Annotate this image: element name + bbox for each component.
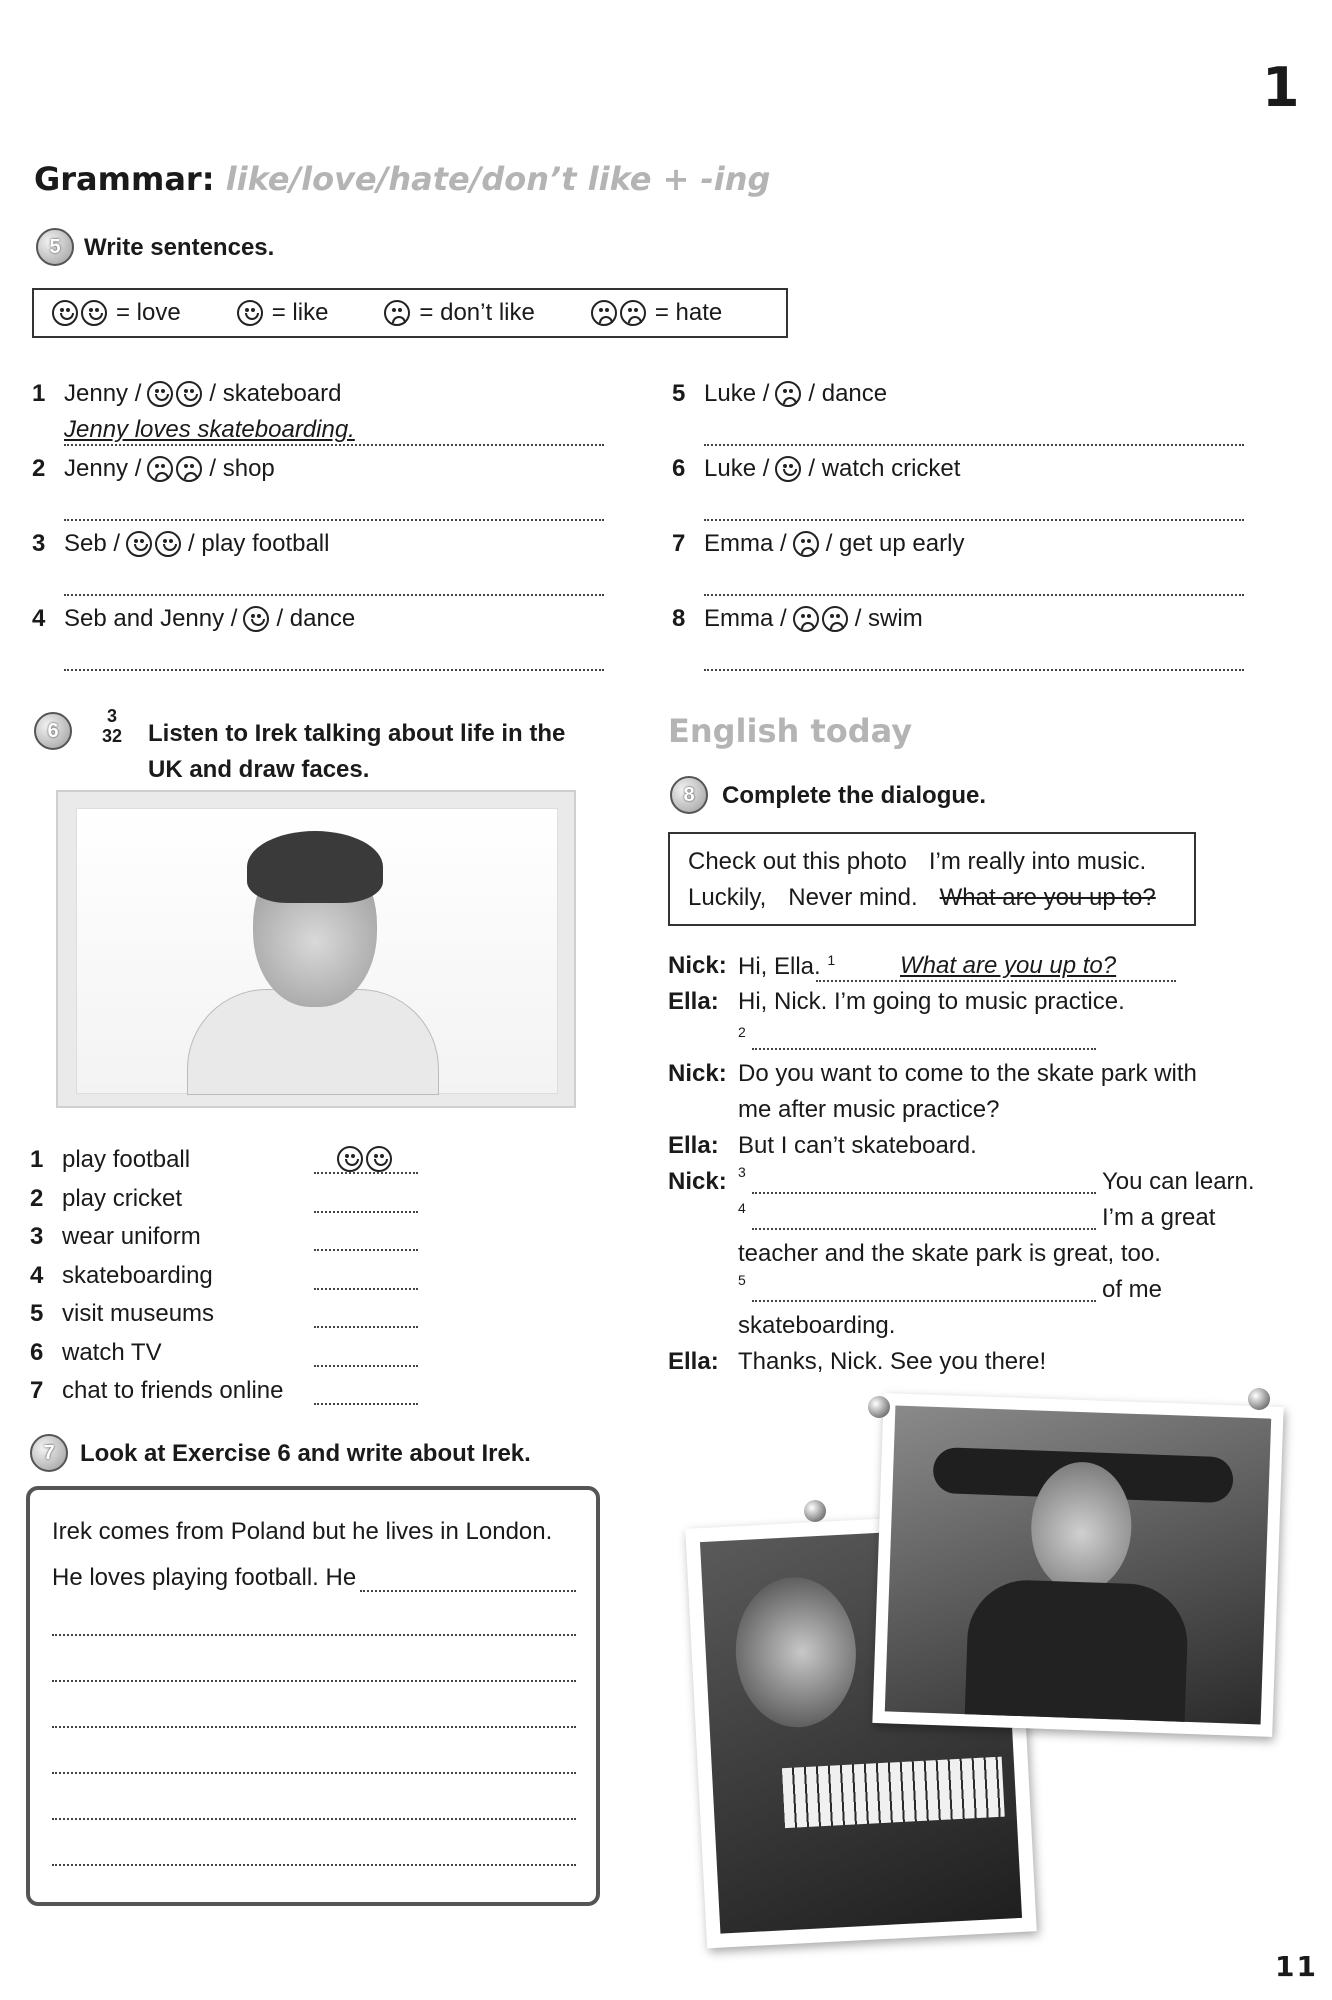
gap-4-after: I’m a great [1102,1204,1216,1231]
answer-line[interactable] [64,667,604,671]
sad-face-icon [793,531,819,557]
item-number: 3 [30,1223,44,1250]
face-answer-blank[interactable] [314,1329,418,1367]
exercise-5-item [672,530,964,558]
smiley-face-icon [52,300,78,326]
item-number: 4 [32,605,46,632]
exercise-8-instruction: Complete the dialogue. [722,782,987,809]
item-number: 6 [30,1338,44,1366]
irek-photo-inner [76,808,558,1094]
item-subject: Jenny / [64,455,142,482]
item-activity: play cricket [62,1184,183,1212]
word-never-mind: Never mind. [788,884,918,911]
item-activity: / dance [808,380,888,407]
smiley-face-icon [243,606,269,632]
faces-key [34,299,778,327]
irek-photo [56,790,576,1108]
exercise-6-instruction [148,716,565,788]
irek-writing-box [26,1486,600,1906]
writing-blank-line[interactable] [52,1678,576,1682]
smiley-face-icon [366,1146,392,1172]
writing-blank-line[interactable] [52,1816,576,1820]
sad-face-icon [176,456,202,482]
sad-face-icon [384,300,410,326]
exercise-6-badge: 6 [34,712,72,750]
exercise-5-item [32,455,275,483]
answer-line[interactable] [704,442,1244,446]
gap-5-after: of me [1102,1276,1163,1303]
answer-line[interactable] [704,592,1244,596]
grammar-title [34,160,770,198]
sad-face-icon [822,606,848,632]
gap-2-line[interactable] [752,1046,1096,1050]
key-item [591,299,722,327]
exercise-7-instruction: Look at Exercise 6 and write about Irek. [80,1440,531,1467]
face-answer-blank[interactable] [314,1175,418,1213]
answer-line[interactable] [704,517,1244,521]
key-item [52,299,181,327]
writing-blank-line[interactable] [52,1770,576,1774]
item-number: 6 [672,455,686,482]
sad-face-icon [793,606,819,632]
nick-line-2b: me after music practice? [738,1096,1000,1123]
nick-line-1 [738,952,835,981]
item-activity: chat to friends online [62,1377,284,1404]
sad-face-icon [775,381,801,407]
unit-number: 1 [1262,56,1300,119]
nick-line-1-text: Hi, Ella. [738,953,821,980]
item-number: 1 [32,380,46,407]
key-label: = don’t like [419,299,535,326]
item-activity: / shop [209,455,275,482]
audio-track-number: 32 [101,726,123,746]
speaker-ella-3: Ella: [668,1348,719,1375]
item-subject: Seb and Jenny / [64,605,238,632]
item-number: 7 [672,530,686,557]
audio-track-icon[interactable] [92,706,132,746]
face-answer-blank[interactable] [314,1213,418,1251]
english-today-title: English today [668,712,913,750]
smiley-face-icon [81,300,107,326]
dialogue-word-box [668,832,1196,926]
item-activity: / dance [276,605,356,632]
item-subject: Jenny / [64,380,142,407]
item-number: 7 [30,1377,44,1404]
page-number: 11 [1275,1950,1318,1983]
word-up-to: What are you up to? [939,884,1156,911]
item-activity: / play football [188,530,330,557]
exercise-5-item [32,380,341,408]
item-subject: Emma / [704,605,787,632]
exercise-7-badge: 7 [30,1434,68,1472]
pin-icon [804,1500,826,1522]
key-label: = love [116,299,181,326]
smiley-face-icon [337,1146,363,1172]
ella-figure [732,1574,860,1730]
item-subject: Luke / [704,455,770,482]
item-number: 5 [672,380,686,407]
nick-line-3e: skateboarding. [738,1312,896,1339]
key-item [384,299,534,327]
gap-2-number: 2 [738,1024,746,1040]
face-answer-blank[interactable] [314,1367,418,1405]
exercise-6-item [30,1262,213,1290]
exercise-6-instruction-line2: UK and draw faces. [148,756,370,783]
answer-line[interactable] [64,592,604,596]
word-into-music: I’m really into music. [928,848,1147,875]
item-number: 8 [672,605,686,632]
item-activity: skateboarding [62,1261,213,1289]
item-activity: play football [62,1146,191,1173]
pin-icon [1248,1388,1270,1410]
pin-icon [868,1396,890,1418]
nick-photo [872,1393,1283,1737]
gap-3-after: You can learn. [1102,1168,1255,1195]
speaker-nick-1: Nick: [668,952,727,979]
item-activity: / skateboard [209,380,342,407]
smiley-face-icon [237,300,263,326]
writing-line-2-blank[interactable] [360,1588,576,1592]
nick-line-2a: Do you want to come to the skate park with [738,1060,1197,1087]
item-number: 4 [30,1261,44,1289]
exercise-6-item [30,1377,283,1405]
item-subject: Luke / [704,380,770,407]
nick-line-3c: teacher and the skate park is great, too. [738,1240,1161,1267]
item-number: 3 [32,530,46,557]
writing-blank-line[interactable] [52,1724,576,1728]
writing-line-2: He loves playing football. He [52,1564,357,1591]
item-subject: Emma / [704,530,787,557]
face-answer-blank[interactable] [314,1252,418,1290]
key-label: = hate [654,299,723,326]
sad-face-icon [147,456,173,482]
item-number: 2 [32,455,46,482]
gap-1-answer: What are you up to? [900,952,1117,979]
answer-line[interactable] [704,667,1244,671]
writing-line-1: Irek comes from Poland but he lives in London. [52,1518,553,1545]
item-activity: visit museums [62,1300,215,1327]
gap-1-number: 1 [827,952,836,968]
ella-line-2: But I can’t skateboard. [738,1132,977,1159]
smiley-face-icon [147,381,173,407]
key-item [237,299,329,327]
item-subject: Seb / [64,530,121,557]
exercise-8-badge: 8 [670,776,708,814]
smiley-face-icon [176,381,202,407]
exercise-6-item [30,1146,190,1174]
face-answer-blank[interactable] [314,1290,418,1328]
smiley-face-icon [126,531,152,557]
item-number: 5 [30,1300,44,1327]
item-number: 2 [30,1184,44,1212]
exercise-5-badge: 5 [36,228,74,266]
audio-cd-number: 3 [106,706,117,726]
exercise-5-item [32,530,329,558]
item-activity: / get up early [825,530,965,557]
item-activity: / watch cricket [808,455,961,482]
exercise-5-item [672,380,887,408]
smiley-face-icon [155,531,181,557]
smiley-face-icon [775,456,801,482]
item-activity: / swim [854,605,923,632]
writing-blank-line[interactable] [52,1632,576,1636]
item-activity: wear uniform [62,1223,201,1250]
speaker-ella-2: Ella: [668,1132,719,1159]
exercise-6-item [30,1185,182,1213]
grammar-title-sub: like/love/hate/don’t like + -ing [225,160,771,198]
exercise-5-item [32,605,355,633]
gap-4-number: 4 [738,1200,746,1216]
gap-3-line[interactable] [752,1190,1096,1194]
exercise-6-item [30,1223,201,1251]
irek-hair [247,831,383,903]
faces-key-box [32,288,788,338]
speaker-nick-3: Nick: [668,1168,727,1195]
sad-face-icon [620,300,646,326]
sad-face-icon [591,300,617,326]
written-answer: Jenny loves skateboarding. [64,416,355,443]
nick-shirt [965,1578,1190,1722]
item-number: 1 [30,1146,44,1173]
answer-line[interactable] [64,517,604,521]
word-luckily: Luckily, [688,884,767,911]
exercise-5-instruction: Write sentences. [84,234,275,261]
ella-line-3: Thanks, Nick. See you there! [738,1348,1047,1375]
word-check-out: Check out this photo [688,848,907,875]
nick-photo-image [885,1406,1271,1725]
speaker-nick-2: Nick: [668,1060,727,1087]
piano-keys [782,1757,1005,1828]
exercise-5-item [672,455,960,483]
face-answer-blank[interactable] [314,1136,418,1174]
exercise-6-item [30,1300,214,1328]
gap-3-number: 3 [738,1164,746,1180]
grammar-title-main: Grammar: [34,160,215,198]
exercise-6-item [30,1339,162,1367]
gap-4-line[interactable] [752,1226,1096,1230]
key-label: = like [271,299,329,326]
exercise-6-instruction-line1: Listen to Irek talking about life in the [148,720,566,747]
speaker-ella-1: Ella: [668,988,719,1015]
item-activity: watch TV [62,1338,162,1366]
writing-blank-line[interactable] [52,1862,576,1866]
gap-5-number: 5 [738,1272,746,1288]
ella-line-1: Hi, Nick. I’m going to music practice. [738,988,1125,1015]
exercise-5-item [672,605,923,633]
gap-5-line[interactable] [752,1298,1096,1302]
